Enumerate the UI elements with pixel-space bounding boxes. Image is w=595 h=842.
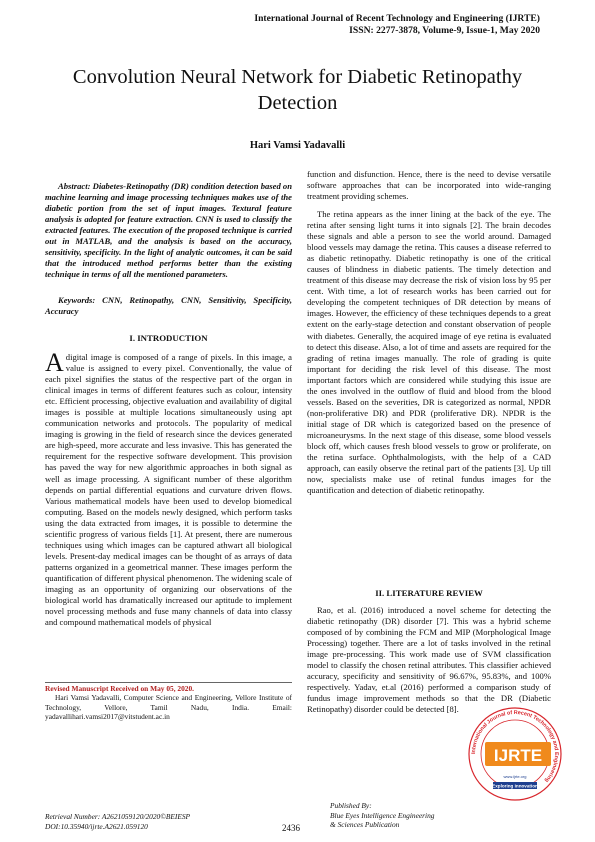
doi: DOI:10.35940/ijrte.A2621.059120 — [45, 821, 148, 831]
published-by: Published By: — [330, 801, 372, 810]
logo-ring-text: International Journal of Recent Technology and Engineering — [470, 709, 560, 784]
logo-url: www.ijrte.org — [503, 774, 527, 779]
publisher-line-1: Blue Eyes Intelligence Engineering — [330, 810, 435, 820]
retina-paragraph: The retina appears as the inner lining at the back of the eye. The retina after sensing light turns it into signals [2]. The brain decodes these signals and able a person to see the world around. Damaged blood vessels may damage the retina. This causes a disease referred to as diabetic retinopathy. Diabetic retinopathy is one of the critical causes of blindness in diabetic patients. The timely detection and treatment of this disease may decrease the risk of vision loss by 95 per cent. With time, a lot of research works has been carried out for developing the competent techniques of DR detection by means of images. However, the efficiency of these techniques depends to a great extent on the early-stage detection and constant observation of people with diabetes. Generally, the acquired image of eye retina is evaluated to detect this disease. Also, a lot of time and assets are required for the grading of retina images manually. The role of grading is quite important for deciding the risk level of this disease. The most important factors which are considered while studying this issue are the ones involved in the outflow of fluid and blood from the blood vessels. Based on the severities, DR is categorized as normal, NPDR (non-proliferative DR) and PDR (proliferative DR). NPDR is the initial stage of DR which is categorized based on the presence of microaneurysms. In the next stage of this disease, some blood vessels block off, which causes fresh blood vessels to grow or proliferate, on the retina surface. Ophthalmologists, with the help of a CAD approach, can easily observe the retinal part of the patients [3]. Up till now, specialists make use of retinal fundus images for the quantification and detection of diabetic retinopathy. — [307, 209, 551, 496]
footnote — [45, 684, 292, 721]
retrieval-info — [45, 812, 190, 831]
keywords: Keywords: CNN, Retinopathy, CNN, Sensitivity, Specificity, Accuracy — [45, 295, 292, 317]
author-name: Hari Vamsi Yadavalli — [249, 140, 346, 151]
logo-tagline: Exploring Innovation — [492, 783, 538, 789]
retrieval-number: Retrieval Number: A2621059120/2020©BEIESP — [45, 812, 191, 821]
literature-text: Rao, et al. (2016) introduced a novel scheme for detecting the diabetic retinopathy (DR) disorder [7]. This was a hybrid scheme composed of by combining the FCM and MIP (Morphological Image Processing) together. There are a lot of tasks involved in the retinal image pre-processing. This work made use of SVM classification model to classify the chosen retinal attributes. This classifier achieved accuracy, specificity and sensitivity of 96.67%, 95.83%, and 100% respectively. Yadav, et.al (2016) performed a comparison study of fundus image improvement methods so that the DR (Diabetic Retinopathy) disorder could be detected [8]. — [307, 605, 551, 715]
journal-issn: ISSN: 2277-3878, Volume-9, Issue-1, May 2020 — [349, 24, 540, 36]
author-affiliation: Hari Vamsi Yadavalli, Computer Science and Engineering, Vellore Institute of Technology, Vellore, Tamil Nadu, India. Email: yadavallihari.vamsi2017@vitstudent.ac.in — [45, 693, 292, 721]
publisher-info — [330, 801, 434, 830]
journal-name: International Journal of Recent Technology and Engineering (IJRTE) — [254, 13, 540, 24]
footnote-rule — [45, 682, 292, 683]
right-continuation: function and disfunction. Hence, there is the need to devise versatile software approaches that can be incorporated into wide-ranging treatment providing schemes. — [307, 169, 551, 202]
abstract: Abstract: Diabetes-Retinopathy (DR) condition detection based on machine learning and image processing techniques makes use of the diabetic portion from the set of input images. Textural feature analysis is adopted for feature extraction. CNN is used to classify the extracted features. The execution of the proposed technique is carried out in MATLAB, and the analysis is based on the accuracy, sensitivity, specificity. In the light of analytic outcomes, it can be said that the introduced method performs better than the existing technique in terms of all the mentioned parameters. — [45, 181, 292, 280]
publisher-line-2: & Sciences Publication — [330, 820, 400, 829]
page-number: 2436 — [282, 823, 300, 833]
dropcap-letter: A — [45, 348, 64, 377]
ijrte-logo — [465, 698, 565, 810]
paper-title: Convolution Neural Network for Diabetic Retinopathy Detection — [72, 66, 523, 114]
received-date: Revised Manuscript Received on May 05, 2020. — [45, 684, 195, 693]
section-heading-literature: II. LITERATURE REVIEW — [375, 588, 483, 598]
introduction-paragraph: digital image is composed of a range of pixels. In this image, a value is assigned to every pixel. Conventionally, the value of each pixel signifies the status of the respective part of the organ in clinical images in terms of different features such as colour, intensity etc. Efficient processing, objective evaluation and availability of digital images is possible at multiple locations simultaneously using apt communication networks and protocols. The popularity of medical imaging is growing in the field of research since the devices generated are high-speed, more accurate and less invasive. This has generated the requirement for the respective software development. This provision has paved the way for new algorithmic approaches in both signal as well as image processing. A significant number of these algorithm depends on partial differential equations and curvature driven flows. Various mathematical models have been used to develop biomedical computing. Based on the models newly designed, which perform tasks using the data extracted from images, it is possible to determine the scientific progress of various fields [1]. At present, there are numerous techniques using which images can be captured athwart all biological levels. Present-day medical images can be thought of as arrays of data patterns organized in a geometrical manner. These images perform the quantification of different physical phenomenon. The widening scale of imaging as an opportunity of organizing our observations of the biological world has dramatically increased our aptitude to implement novel processing methods and fuse many channels of data into classy and compound mathematical models of physical — [45, 352, 292, 628]
logo-acronym: IJRTE — [493, 746, 543, 765]
section-heading-introduction: I. INTRODUCTION — [129, 333, 208, 343]
journal-header — [254, 13, 540, 36]
introduction-text — [45, 348, 292, 628]
